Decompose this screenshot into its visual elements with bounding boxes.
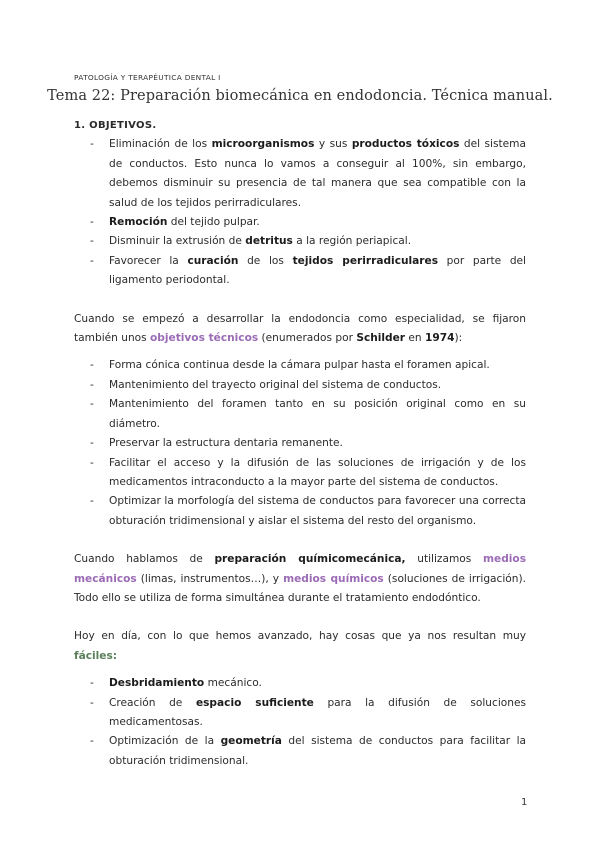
list-item: - Eliminación de los microorganismos y sus productos tóxicos del sistema de conductos. Esto nunca lo vamos a conseguir al 100%, sin embargo, debemos disminuir su presencia de tal manera que sea compatible con la salud de los tejidos perirradiculares. (74, 135, 526, 213)
chemomechanical-paragraph: Cuando hablamos de preparación químicomecánica, utilizamos medios mecánicos (limas, instrumentos…), y medios químicos (soluciones de irrigación). Todo ello se utiliza de forma simultánea durante el tratamiento endodóntico. (74, 553, 527, 604)
page-number: 1 (521, 797, 528, 808)
easy-items-list (74, 674, 526, 771)
highlight-term: medios mecánicos (74, 553, 527, 585)
highlight-term: fáciles: (74, 649, 118, 662)
list-item: - Favorecer la curación de los tejidos perirradiculares por parte del ligamento periodontal. (74, 252, 526, 291)
list-item: - Mantenimiento del foramen tanto en su posición original como en su diámetro. (74, 395, 526, 434)
objectives-list (74, 135, 526, 290)
highlight-term: medios químicos (283, 572, 384, 585)
highlight-term: objetivos técnicos (150, 332, 259, 345)
list-item: - Disminuir la extrusión de detritus a la región periapical. (74, 232, 526, 251)
easy-things-paragraph: Hoy en día, con lo que hemos avanzado, hay cosas que ya nos resultan muy fáciles: (74, 630, 526, 662)
list-item: - Remoción del tejido pulpar. (74, 213, 526, 232)
list-item: - Mantenimiento del trayecto original del sistema de conductos. (74, 376, 526, 395)
document-body (74, 116, 526, 771)
list-item: - Creación de espacio suficiente para la difusión de soluciones medicamentosas. (74, 694, 526, 733)
course-header: PATOLOGÍA Y TERAPÉUTICA DENTAL I (74, 73, 221, 82)
list-item: - Preservar la estructura dentaria remanente. (74, 434, 526, 453)
technical-objectives-list (74, 356, 526, 531)
page-title: Tema 22: Preparación biomecánica en endodoncia. Técnica manual. (47, 88, 553, 104)
list-item: - Optimizar la morfología del sistema de conductos para favorecer una correcta obturación tridimensional y aislar el sistema del resto del organismo. (74, 492, 526, 531)
list-item: - Optimización de la geometría del sistema de conductos para facilitar la obturación tridimensional. (74, 732, 526, 771)
intro-paragraph: Cuando se empezó a desarrollar la endodoncia como especialidad, se fijaron también unos objetivos técnicos (enumerados por Schilder en 1974): (74, 312, 526, 345)
section-heading: 1. OBJETIVOS. (74, 120, 157, 131)
list-item: - Facilitar el acceso y la difusión de las soluciones de irrigación y de los medicamentos intraconducto a la mayor parte del sistema de conductos. (74, 454, 526, 493)
list-item: - Desbridamiento mecánico. (74, 674, 526, 693)
list-item: - Forma cónica continua desde la cámara pulpar hasta el foramen apical. (74, 356, 526, 375)
